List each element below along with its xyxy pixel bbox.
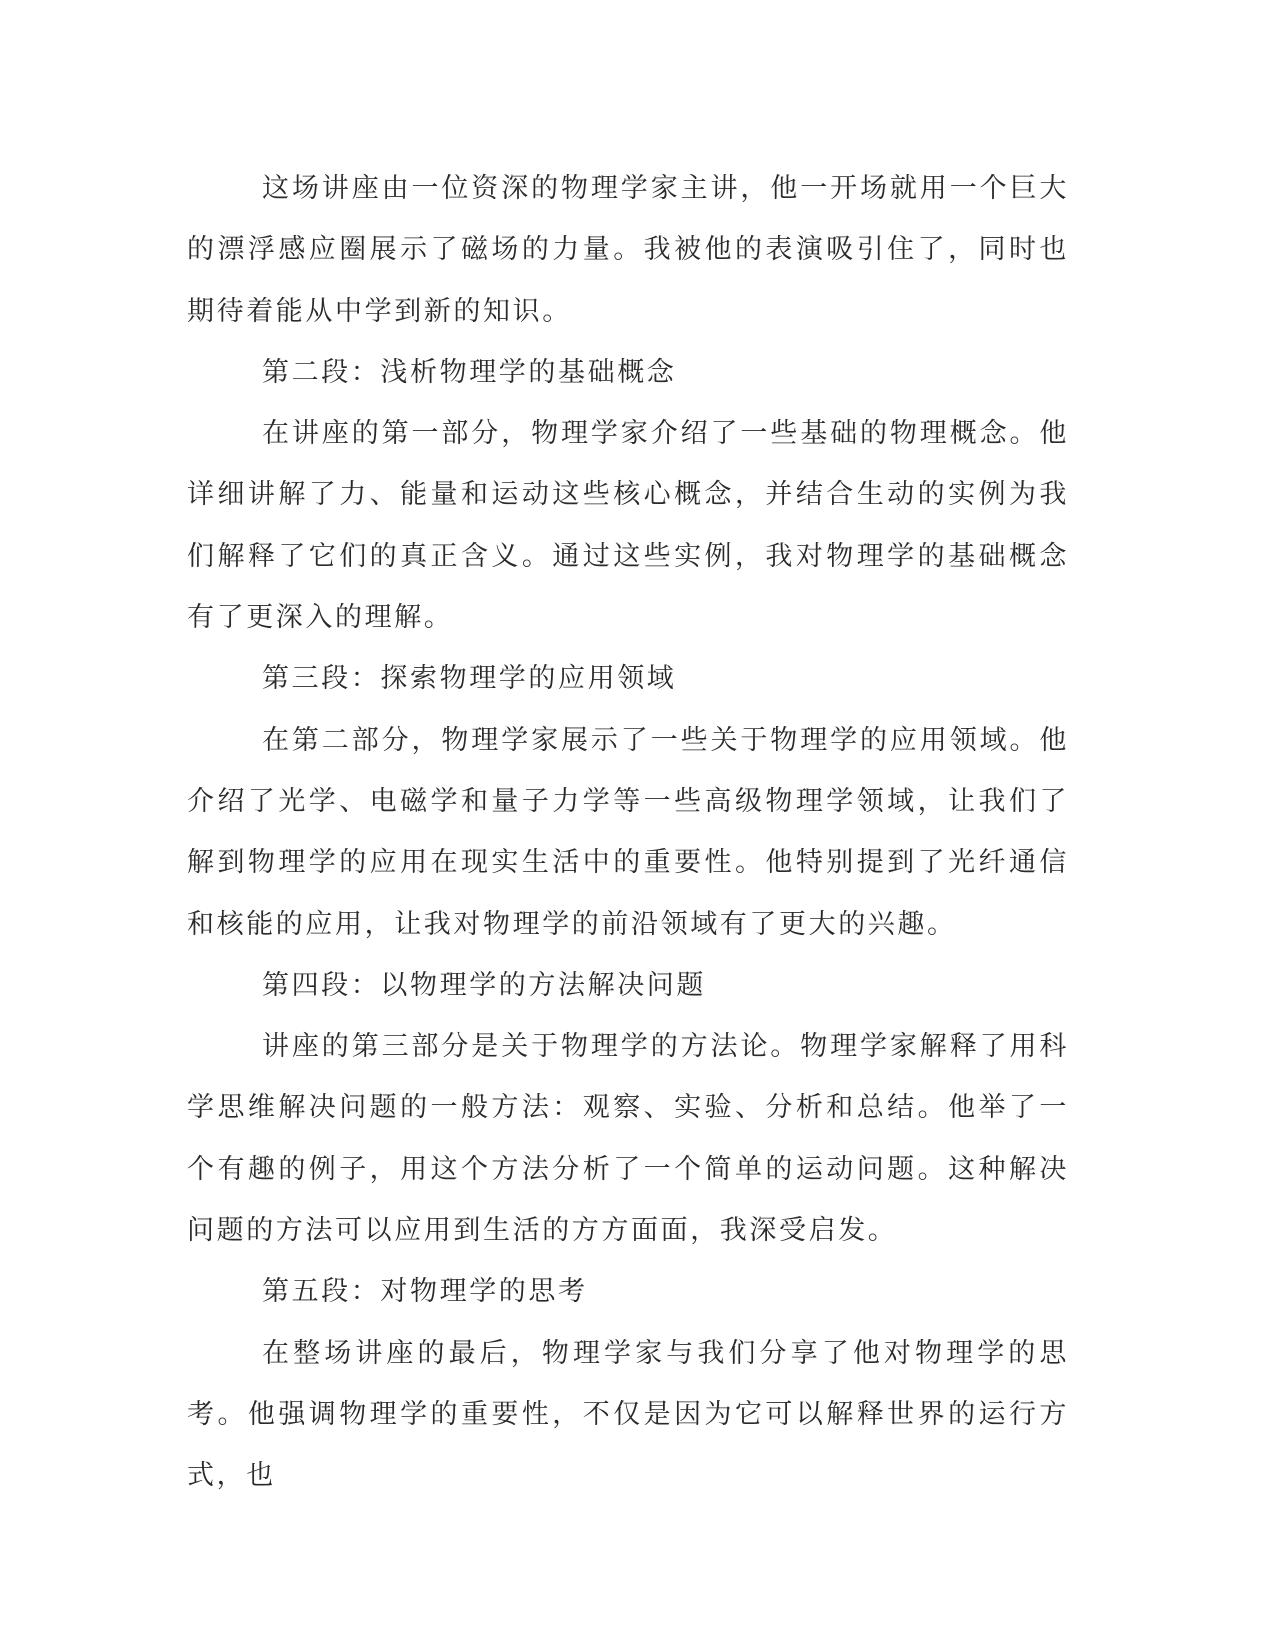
section-heading-3: 第三段：探索物理学的应用领域	[262, 663, 677, 695]
section-paragraph-5: 在整场讲座的最后，物理学家与我们分享了他对物理学的思考。他强调物理学的重要性，不仅是因为它可以解释世界的运行方式，也	[187, 1337, 1069, 1492]
section-paragraph-3: 在第二部分，物理学家展示了一些关于物理学的应用领域。他介绍了光学、电磁学和量子力学等一些高级物理学领域，让我们了解到物理学的应用在现实生活中的重要性。他特别提到了光纤通信和核能的应用，让我对物理学的前沿领域有了更大的兴趣。	[187, 724, 1069, 940]
section-paragraph-4: 讲座的第三部分是关于物理学的方法论。物理学家解释了用科学思维解决问题的一般方法：观察、实验、分析和总结。他举了一个有趣的例子，用这个方法分析了一个简单的运动问题。这种解决问题的方法可以应用到生活的方方面面，我深受启发。	[187, 1031, 1069, 1247]
section-paragraph-2: 在讲座的第一部分，物理学家介绍了一些基础的物理概念。他详细讲解了力、能量和运动这些核心概念，并结合生动的实例为我们解释了它们的真正含义。通过这些实例，我对物理学的基础概念有了更深入的理解。	[187, 418, 1069, 634]
section-heading-5: 第五段：对物理学的思考	[262, 1276, 588, 1308]
document-body	[187, 158, 1069, 1507]
intro-paragraph: 这场讲座由一位资深的物理学家主讲，他一开场就用一个巨大的漂浮感应圈展示了磁场的力量。我被他的表演吸引住了，同时也期待着能从中学到新的知识。	[187, 173, 1069, 327]
section-heading-2: 第二段：浅析物理学的基础概念	[262, 356, 677, 388]
section-heading-4: 第四段：以物理学的方法解决问题	[262, 969, 706, 1001]
